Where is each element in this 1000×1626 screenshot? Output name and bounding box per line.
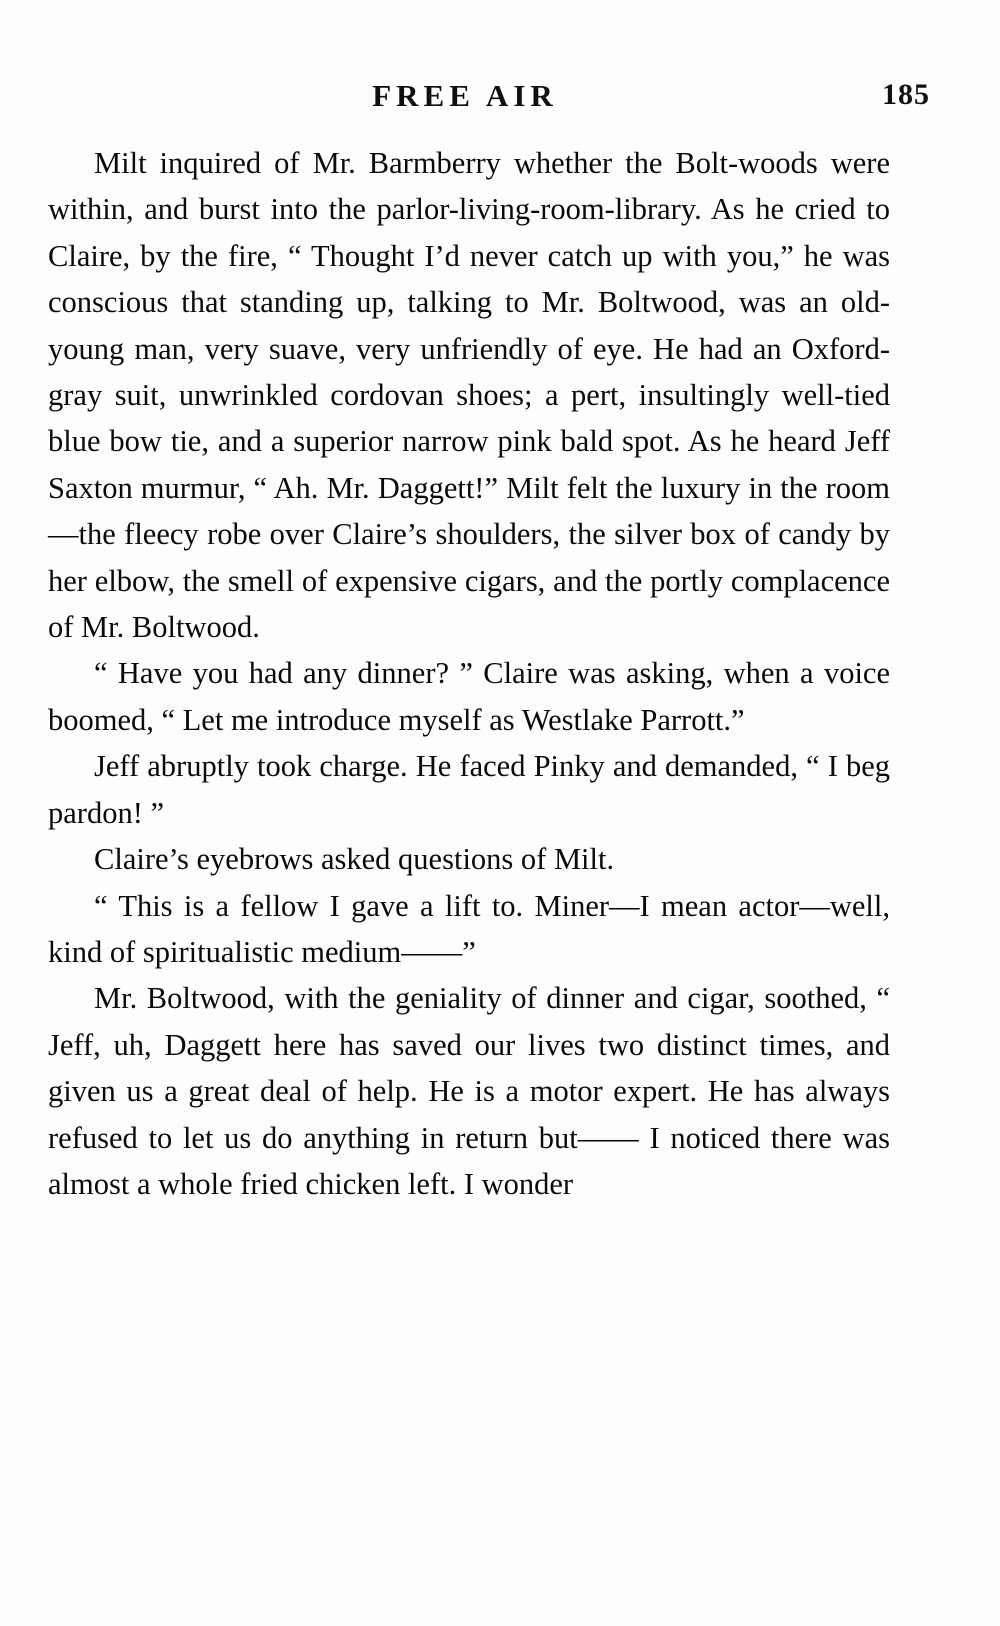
- running-title: FREE AIR: [372, 78, 558, 113]
- paragraph: “ Have you had any dinner? ” Claire was asking, when a voice boomed, “ Let me introduce myself as Westlake Parrott.”: [48, 656, 890, 737]
- page-number: 185: [882, 78, 930, 111]
- paragraph: Claire’s eyebrows asked questions of Milt.: [94, 842, 615, 877]
- paragraph: Milt inquired of Mr. Barmberry whether the Bolt-woods were within, and burst into the parlor-living-room-library. As he cried to Claire, by the fire, “ Thought I’d never catch up with you,” he was conscious that standing up, talking to Mr. Boltwood, was an old-young man, very suave, very unfriendly of eye. He had an Oxford-gray suit, unwrinkled cordovan shoes; a pert, insultingly well-tied blue bow tie, and a superior narrow pink bald spot. As he heard Jeff Saxton murmur, “ Ah. Mr. Daggett!” Milt felt the luxury in the room—the fleecy robe over Claire’s shoulders, the silver box of candy by her elbow, the smell of expensive cigars, and the portly complacence of Mr. Boltwood.: [48, 146, 890, 645]
- page-header: [70, 78, 930, 124]
- paragraph: Jeff abruptly took charge. He faced Pinky and demanded, “ I beg pardon! ”: [48, 749, 890, 830]
- paragraph: “ This is a fellow I gave a lift to. Miner—I mean actor—well, kind of spiritualistic medium——”: [48, 888, 890, 969]
- paragraph: Mr. Boltwood, with the geniality of dinner and cigar, soothed, “ Jeff, uh, Daggett here has saved our lives two distinct times, and given us a great deal of help. He is a motor expert. He has always refused to let us do anything in return but—— I noticed there was almost a whole fried chicken left. I wonder: [48, 981, 890, 1201]
- page-body: [48, 140, 890, 1207]
